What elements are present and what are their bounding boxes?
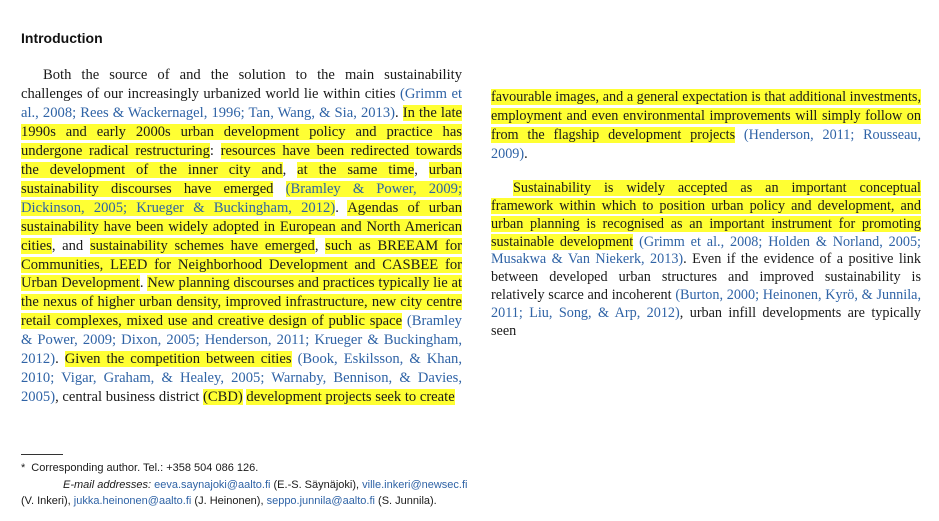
highlighted-text: favourable images, and a general expectation is that additional investments, employment and even environmental improvements will simply follow on from the flagship development projects xyxy=(491,89,921,143)
body-text: . xyxy=(335,199,348,216)
citation-link[interactable]: (Burton, 2000; Heinonen, Kyrö, & Junnila, 2011; Liu, Song, & Arp, 2012) xyxy=(491,287,921,321)
citation-link[interactable]: (Henderson, 2011; Rousseau, 2009) xyxy=(491,126,922,162)
citation-link[interactable]: (Grimm et al., 2008; Holden & Norland, 2005; Musakwa & Van Niekerk, 2013) xyxy=(491,233,921,268)
highlighted-text: Sustainability is widely accepted as an important conceptual framework within which to position urban policy and development, and urban planning is recognised as an important instrument for promoting sustainable development xyxy=(491,180,921,250)
highlighted-text: In the late 1990s and early 2000s urban development policy and practice has undergone radical restructuring xyxy=(21,104,462,159)
email-owner: (E.-S. Säynäjoki), xyxy=(270,479,363,491)
highlighted-text: development projects seek to create xyxy=(246,389,455,406)
body-text: . xyxy=(55,351,65,368)
body-text: . Even if the evidence of a positive link between developed urban structures and improved sustainability is relatively scarce and incoherent xyxy=(491,251,921,304)
body-text: Both the source of and the solution to the main sustainability challenges of our increasingly urbanized world lie within cities xyxy=(21,67,462,102)
section-heading: Introduction xyxy=(21,30,103,46)
right-column-paragraph xyxy=(491,180,921,341)
highlighted-text: (CBD) xyxy=(203,389,243,406)
body-text: , xyxy=(314,237,326,254)
body-text: , and xyxy=(51,237,90,254)
highlighted-text: Given the competition between cities xyxy=(64,351,292,368)
body-text: . xyxy=(395,104,403,121)
footnote-corresponding xyxy=(21,461,481,477)
continued-paragraph xyxy=(491,88,921,164)
email-owner: (S. Junnila). xyxy=(374,494,437,507)
email-link[interactable]: eeva.saynajoki@aalto.fi xyxy=(154,479,271,491)
citation-link[interactable]: (Book, Eskilsson, & Khan, 2010; Vigar, Graham, & Healey, 2005; Warnaby, Bennison, & Davies, 2005) xyxy=(21,351,463,406)
highlighted-text: sustainability schemes have emerged xyxy=(89,237,315,254)
footnote-emails xyxy=(21,478,481,509)
email-owner: (J. Heinonen), xyxy=(191,494,267,507)
body-text: , xyxy=(282,161,298,178)
body-text xyxy=(735,127,744,143)
highlighted-text: such as BREEAM for Communities, LEED for Neighborhood Development and CASBEE for Urban Development xyxy=(21,237,462,292)
body-text: , urban infill developments are typically seen xyxy=(491,304,921,339)
email-label: E-mail addresses: xyxy=(63,479,152,491)
intro-paragraph xyxy=(21,66,462,407)
body-text: : xyxy=(209,142,221,159)
body-text: . xyxy=(524,145,528,162)
body-text: . xyxy=(139,275,148,292)
right-column-continuation xyxy=(491,88,921,164)
footnote-marker: * xyxy=(21,462,26,474)
body-text: , central business district xyxy=(55,389,203,406)
highlighted-text: at the same time xyxy=(297,161,415,178)
citation-link[interactable]: (Grimm et al., 2008; Rees & Wackernagel, 1996; Tan, Wang, & Sia, 2013) xyxy=(21,85,462,121)
email-link[interactable]: seppo.junnila@aalto.fi xyxy=(266,494,375,507)
highlighted-text: resources have been redirected towards the development of the inner city and xyxy=(21,142,462,178)
footnote-rule xyxy=(21,454,63,455)
highlighted-text: New planning discourses and practices typically lie at the nexus of higher urban density, improved infrastructure, new city centre retail complexes, mixed use and creative design of public space xyxy=(21,275,463,330)
email-link[interactable]: ville.inkeri@newsec.fi xyxy=(362,479,468,491)
corresponding-author: Corresponding author. Tel.: +358 504 086 126. xyxy=(31,462,259,474)
highlighted-text: Agendas of urban sustainability have been widely adopted in European and North American cities xyxy=(21,199,462,254)
body-text xyxy=(273,181,285,197)
email-owner: (V. Inkeri), xyxy=(21,494,74,507)
body-text: , xyxy=(414,161,429,178)
citation-link[interactable]: (Bramley & Power, 2009; Dickinson, 2005; Krueger & Buckingham, 2012) xyxy=(21,180,462,216)
highlighted-text: urban sustainability discourses have emerged xyxy=(21,161,462,197)
email-link[interactable]: jukka.heinonen@aalto.fi xyxy=(73,494,192,507)
left-column xyxy=(21,66,462,407)
citation-link[interactable]: (Bramley & Power, 2009; Dixon, 2005; Henderson, 2011; Krueger & Buckingham, 2012) xyxy=(21,313,462,368)
sustainability-paragraph xyxy=(491,180,921,341)
